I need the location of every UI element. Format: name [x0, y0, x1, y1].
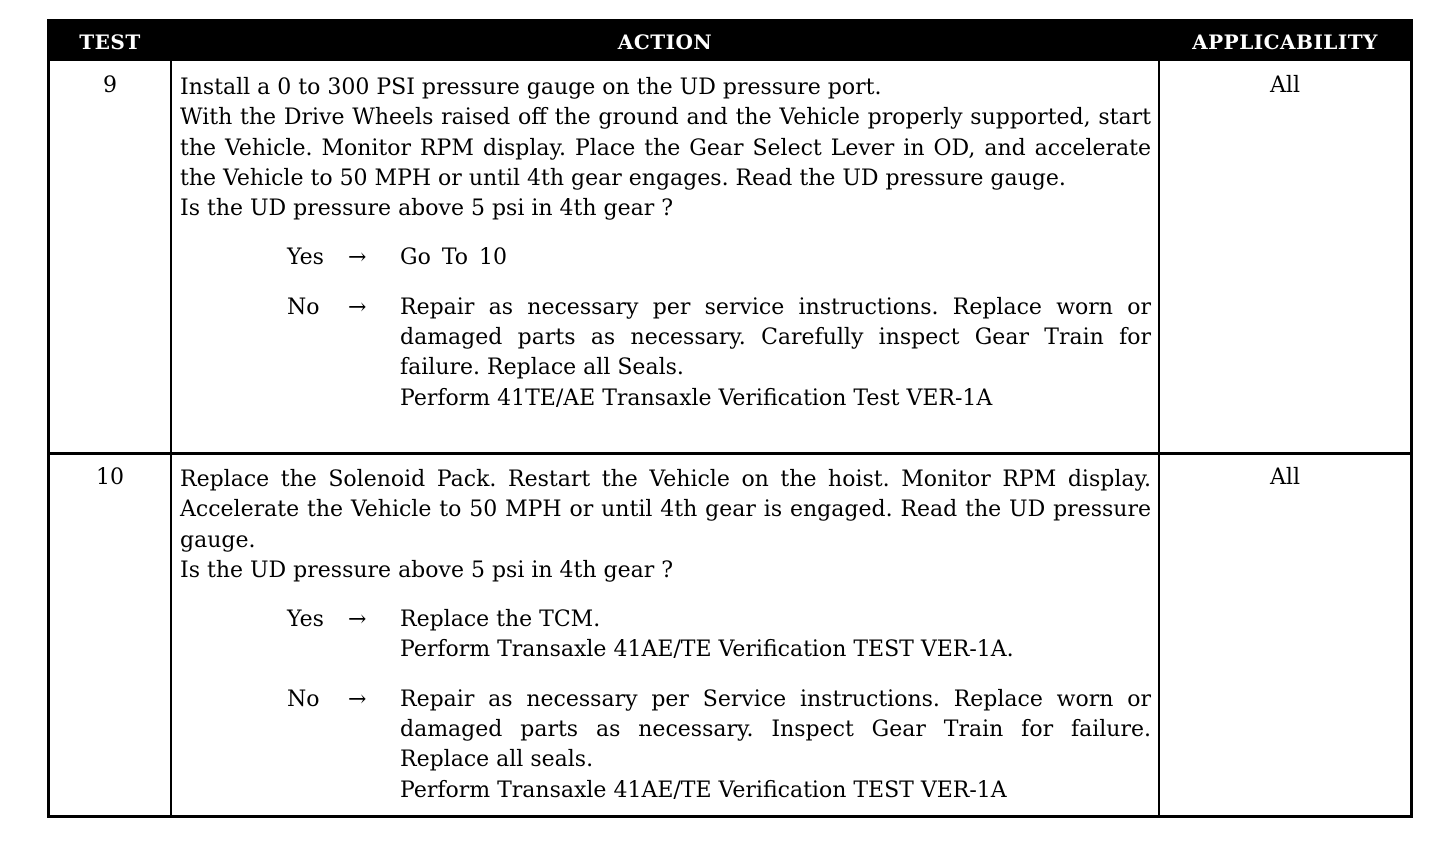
column-divider-action-applicability: [1158, 61, 1160, 815]
row-9-applicability: All: [1270, 73, 1300, 98]
right-arrow-icon: →: [348, 607, 367, 633]
row-9-test-number: 9: [103, 73, 117, 98]
row-9-intro-line: With the Drive Wheels raised off the ground and the Vehicle properly supported, start the Vehicle. Monitor RPM display. Place the Gear Select Lever in OD, and accelerate the Vehicle to 50 MPH or until 4th gear engages. Read the UD pressure gauge.: [180, 105, 1151, 191]
row-9-action: [180, 73, 1151, 414]
yes-label: Yes: [287, 607, 324, 633]
header-applicability: APPLICABILITY: [1192, 30, 1378, 54]
row-10-action: [180, 465, 1151, 806]
yes-result: [400, 605, 1151, 666]
no-result-line: Perform 41TE/AE Transaxle Verification Test VER-1A: [400, 385, 993, 411]
row-10-applicability: All: [1270, 465, 1300, 490]
yes-result-line: Replace the TCM.: [400, 607, 601, 633]
column-divider-test-action: [170, 61, 172, 815]
right-arrow-icon: →: [348, 245, 367, 271]
no-result-line: Perform Transaxle 41AE/TE Verification TEST VER-1A: [400, 777, 1007, 803]
no-label: No: [287, 294, 320, 320]
no-result-line: Repair as necessary per service instructions. Replace worn or damaged parts as necessary. Carefully inspect Gear Train for failure. Replace all Seals.: [400, 294, 1151, 381]
row-10-test-number: 10: [96, 465, 124, 490]
right-arrow-icon: →: [348, 294, 367, 320]
row-10-no-branch: [180, 685, 1151, 806]
header-action: ACTION: [617, 30, 713, 54]
row-divider: [50, 452, 1410, 455]
no-result: [400, 293, 1151, 414]
header-test: TEST: [79, 30, 141, 54]
right-arrow-icon: →: [348, 686, 367, 712]
row-10-question: Is the UD pressure above 5 psi in 4th gear ?: [180, 557, 674, 583]
row-10-yes-branch: [180, 605, 1151, 666]
no-result-line: Repair as necessary per Service instructions. Replace worn or damaged parts as necessary. Inspect Gear Train for failure. Replace all seals.: [400, 686, 1151, 773]
row-9-no-branch: [180, 293, 1151, 414]
no-label: No: [287, 686, 320, 712]
yes-label: Yes: [287, 245, 324, 271]
no-result: [400, 685, 1151, 806]
diagnostic-table: [47, 19, 1413, 818]
yes-result: [400, 243, 1151, 273]
row-9-question: Is the UD pressure above 5 psi in 4th gear ?: [180, 196, 674, 222]
row-9-yes-branch: [180, 243, 1151, 273]
table-header: [50, 22, 1410, 61]
row-10-intro-line: Replace the Solenoid Pack. Restart the Vehicle on the hoist. Monitor RPM display. Accelerate the Vehicle to 50 MPH or until 4th gear is engaged. Read the UD pressure gauge.: [180, 467, 1151, 553]
yes-result-line: Go To 10: [400, 245, 508, 271]
row-9-intro-line: Install a 0 to 300 PSI pressure gauge on the UD pressure port.: [180, 75, 882, 100]
yes-result-line: Perform Transaxle 41AE/TE Verification TEST VER-1A.: [400, 637, 1014, 663]
